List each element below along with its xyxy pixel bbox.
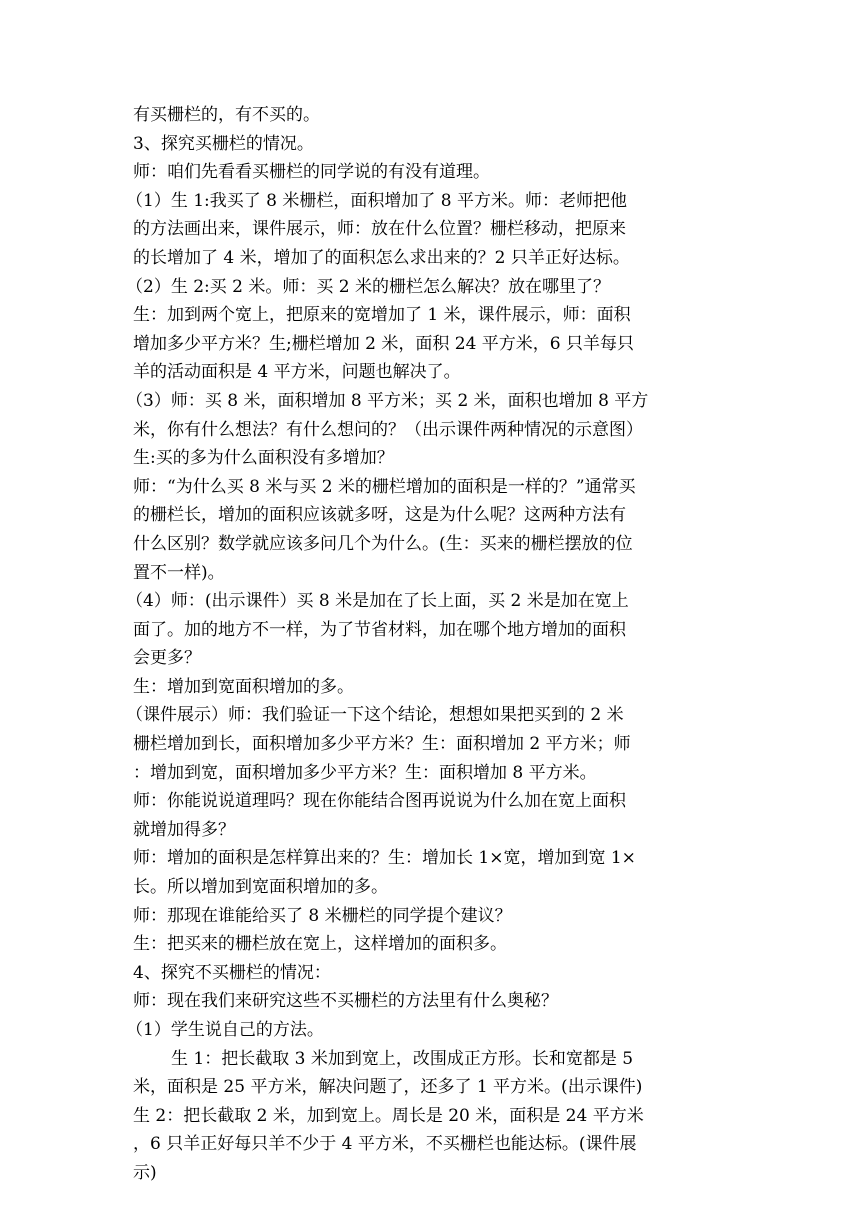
text-line: （2）生 2:买 2 米。师：买 2 米的栅栏怎么解决？放在哪里了？ bbox=[126, 276, 611, 297]
text-line: 的长增加了 4 米，增加了的面积怎么求出来的？2 只羊正好达标。 bbox=[133, 247, 630, 268]
text-line: 的栅栏长，增加的面积应该就多呀，这是为什么呢？这两种方法有 bbox=[133, 505, 626, 526]
text-line: 会更多？ bbox=[133, 648, 201, 669]
text-line: 示) bbox=[133, 1162, 157, 1183]
text-line: 生：把买来的栅栏放在宽上，这样增加的面积多。 bbox=[133, 934, 507, 955]
text-line: 师：咱们先看看买栅栏的同学说的有没有道理。 bbox=[133, 162, 490, 183]
text-line: 长。所以增加到宽面积增加的多。 bbox=[133, 877, 388, 898]
text-line: 有买栅栏的，有不买的。 bbox=[133, 105, 320, 125]
text-line: 生 2：把长截取 2 米，加到宽上。周长是 20 米，面积是 24 平方米 bbox=[133, 1105, 644, 1126]
text-line: 面了。加的地方不一样，为了节省材料，加在哪个地方增加的面积 bbox=[133, 619, 626, 640]
text-line: 就增加得多？ bbox=[133, 819, 235, 840]
text-line: 师：“为什么买 8 米与买 2 米的栅栏增加的面积是一样的？”通常买 bbox=[133, 476, 636, 497]
text-line: （课件展示）师：我们验证一下这个结论，想想如果把买到的 2 米 bbox=[126, 705, 624, 726]
text-line: 栅栏增加到长，面积增加多少平方米？生：面积增加 2 平方米；师 bbox=[133, 734, 631, 755]
text-line: 生 1：把长截取 3 米加到宽上，改围成正方形。长和宽都是 5 bbox=[171, 1048, 634, 1069]
text-line: （4）师：(出示课件）买 8 米是加在了长上面，买 2 米是加在宽上 bbox=[126, 591, 629, 612]
text-line: 生:买的多为什么面积没有多增加？ bbox=[133, 448, 394, 469]
section-heading: 3、探究买栅栏的情况。 bbox=[133, 133, 314, 154]
text-line: 的方法画出来，课件展示，师：放在什么位置？栅栏移动，把原来 bbox=[133, 219, 626, 240]
text-line: 米，面积是 25 平方米，解决问题了，还多了 1 平方米。(出示课件) bbox=[133, 1077, 643, 1098]
text-line: 什么区别？数学就应该多问几个为什么。(生：买来的栅栏摆放的位 bbox=[133, 533, 633, 554]
text-line: 师：增加的面积是怎样算出来的？生：增加长 1×宽，增加到宽 1× bbox=[133, 848, 636, 869]
text-line: ，6 只羊正好每只羊不少于 4 平方米，不买栅栏也能达标。(课件展 bbox=[133, 1134, 637, 1155]
document-body bbox=[126, 101, 743, 1188]
section-heading: 4、探究不买栅栏的情况： bbox=[133, 962, 331, 983]
text-line: 生：加到两个宽上，把原来的宽增加了 1 米，课件展示，师：面积 bbox=[133, 305, 631, 326]
text-line: 羊的活动面积是 4 平方米，问题也解决了。 bbox=[133, 362, 461, 383]
text-line: ：增加到宽，面积增加多少平方米？生：面积增加 8 平方米。 bbox=[133, 762, 597, 783]
text-line: 师：那现在谁能给买了 8 米栅栏的同学提个建议？ bbox=[133, 905, 512, 926]
text-line: 生：增加到宽面积增加的多。 bbox=[133, 676, 354, 697]
text-line: （1）生 1:我买了 8 米栅栏，面积增加了 8 平方米。师：老师把他 bbox=[126, 190, 628, 211]
text-line: 置不一样)。 bbox=[133, 562, 225, 583]
text-line: 师：现在我们来研究这些不买栅栏的方法里有什么奥秘？ bbox=[133, 991, 558, 1012]
text-line: （1）学生说自己的方法。 bbox=[126, 1020, 324, 1040]
text-line: （3）师：买 8 米，面积增加 8 平方米；买 2 米，面积也增加 8 平方 bbox=[126, 390, 649, 411]
text-line: 米，你有什么想法？有什么想问的？（出示课件两种情况的示意图） bbox=[133, 419, 643, 440]
text-line: 师：你能说说道理吗？现在你能结合图再说说为什么加在宽上面积 bbox=[133, 791, 626, 812]
text-line: 增加多少平方米？生;栅栏增加 2 米，面积 24 平方米，6 只羊每只 bbox=[133, 333, 635, 354]
